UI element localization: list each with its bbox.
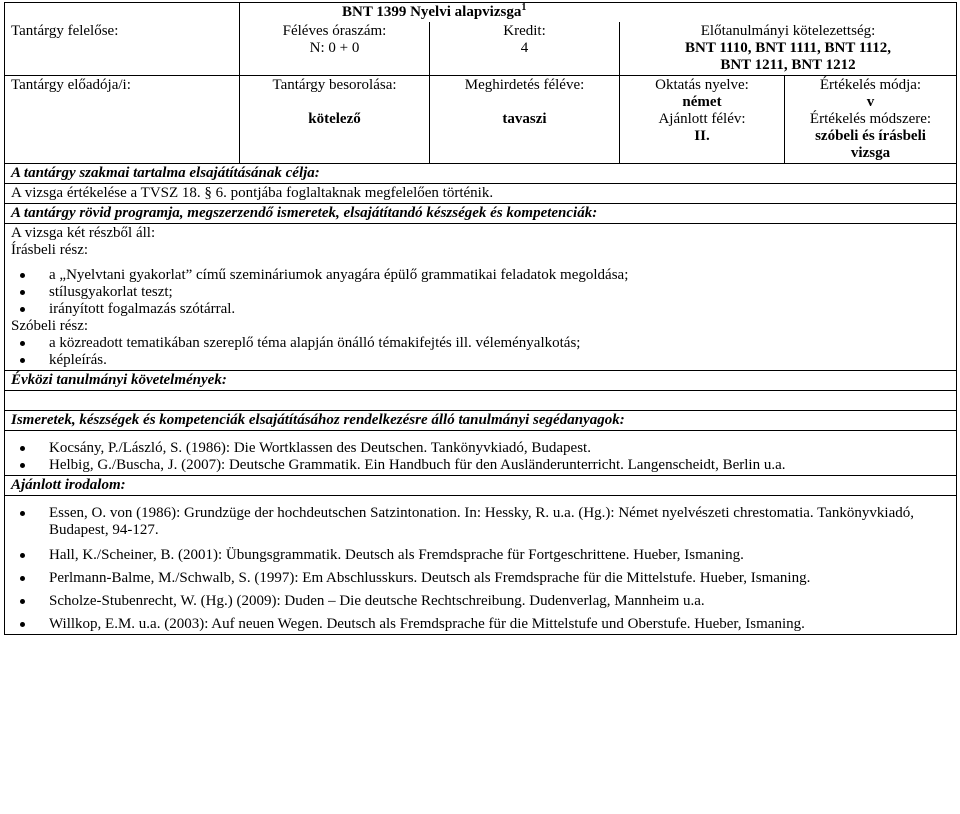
course-title-text: BNT 1399 Nyelvi alapvizsga bbox=[342, 4, 522, 20]
eval-method-value-1: szóbeli és írásbeli bbox=[815, 128, 926, 144]
eval-mode-label: Értékelés módja: bbox=[819, 77, 922, 93]
literature-list bbox=[11, 505, 950, 633]
category-cell bbox=[240, 76, 430, 164]
responsible-label: Tantárgy felelőse: bbox=[11, 23, 119, 39]
list-item: a „Nyelvtani gyakorlat” című szemináriumok anyagára épülő grammatikai feladatok megoldása; bbox=[11, 267, 950, 284]
list-item: Scholze-Stubenrecht, W. (Hg.) (2009): Duden – Die deutsche Rechtschreibung. Dudenverlag, Mannheim u.a. bbox=[11, 593, 950, 610]
credit-label: Kredit: bbox=[503, 23, 546, 39]
goal-text-row bbox=[5, 184, 957, 204]
title-row bbox=[5, 3, 957, 23]
language-label: Oktatás nyelve: bbox=[655, 77, 749, 93]
list-item: Helbig, G./Buscha, J. (2007): Deutsche Grammatik. Ein Handbuch für den Ausländerunterricht. Langenscheidt, Berlin u.a. bbox=[11, 457, 950, 474]
requirements-heading: Évközi tanulmányi követelmények: bbox=[5, 371, 957, 391]
materials-heading-row bbox=[5, 411, 957, 431]
prereq-cell bbox=[620, 22, 957, 76]
list-item: képleírás. bbox=[11, 352, 950, 369]
literature-heading-row bbox=[5, 476, 957, 496]
bullet-icon bbox=[20, 463, 25, 468]
bullet-icon bbox=[20, 553, 25, 558]
literature-body bbox=[5, 496, 957, 635]
list-item: Perlmann-Balme, M./Schwalb, S. (1997): Em Abschlusskurs. Deutsch als Fremdsprache für die Mittelstufe. Hueber, Ismaning. bbox=[11, 570, 950, 587]
list-item: Hall, K./Scheiner, B. (2001): Übungsgrammatik. Deutsch als Fremdsprache für Fortgeschrittene. Hueber, Ismaning. bbox=[11, 547, 950, 564]
list-item: Essen, O. von (1986): Grundzüge der hochdeutschen Satzintonation. In: Hessky, R. u.a. (Hg.): Német nyelvészeti chrestomatia. Tankönyvkiadó, Budapest, 94-127. bbox=[11, 505, 950, 539]
oral-label: Szóbeli rész: bbox=[11, 318, 89, 334]
evaluation-cell bbox=[785, 76, 957, 164]
title-left-empty bbox=[5, 3, 240, 23]
course-title bbox=[240, 3, 957, 23]
hours-value: N: 0 + 0 bbox=[309, 40, 360, 56]
language-cell bbox=[620, 76, 785, 164]
bullet-icon bbox=[20, 307, 25, 312]
language-value: német bbox=[682, 94, 722, 110]
goal-heading: A tantárgy szakmai tartalma elsajátításának célja: bbox=[5, 164, 957, 184]
goal-heading-row bbox=[5, 164, 957, 184]
list-item: stílusgyakorlat teszt; bbox=[11, 284, 950, 301]
written-label: Írásbeli rész: bbox=[11, 242, 89, 258]
bullet-icon bbox=[20, 446, 25, 451]
oral-list bbox=[11, 335, 950, 369]
goal-text: A vizsga értékelése a TVSZ 18. § 6. pontjába foglaltaknak megfelelően történik. bbox=[5, 184, 957, 204]
bullet-icon bbox=[20, 622, 25, 627]
bullet-icon bbox=[20, 341, 25, 346]
eval-method-value-2: vizsga bbox=[850, 145, 891, 161]
requirements-body bbox=[5, 391, 957, 411]
requirements-body-row bbox=[5, 391, 957, 411]
written-list bbox=[11, 267, 950, 318]
course-sheet-table bbox=[4, 2, 957, 635]
program-intro: A vizsga két részből áll: bbox=[11, 225, 156, 241]
bullet-icon bbox=[20, 273, 25, 278]
course-title-footnote: 1 bbox=[521, 2, 527, 13]
program-body-row bbox=[5, 224, 957, 371]
eval-method-label: Értékelés módszere: bbox=[809, 111, 932, 127]
bullet-icon bbox=[20, 511, 25, 516]
header-row-1 bbox=[5, 22, 957, 76]
literature-body-row bbox=[5, 496, 957, 635]
hours-label: Féléves óraszám: bbox=[282, 23, 387, 39]
recommended-label: Ajánlott félév: bbox=[658, 111, 746, 127]
list-item: irányított fogalmazás szótárral. bbox=[11, 301, 950, 318]
materials-heading: Ismeretek, készségek és kompetenciák elsajátításához rendelkezésre álló tanulmányi segédanyagok: bbox=[5, 411, 957, 431]
prereq-value-2: BNT 1211, BNT 1212 bbox=[720, 57, 856, 73]
lecturer-label: Tantárgy előadója/i: bbox=[11, 77, 131, 93]
bullet-icon bbox=[20, 290, 25, 295]
list-item: a közreadott tematikában szereplő téma alapján önálló témakifejtés ill. véleményalkotás; bbox=[11, 335, 950, 352]
bullet-icon bbox=[20, 358, 25, 363]
semester-cell bbox=[430, 76, 620, 164]
program-heading: A tantárgy rövid programja, megszerzendő ismeretek, elsajátítandó készségek és kompetenciák: bbox=[5, 204, 957, 224]
recommended-value: II. bbox=[694, 128, 710, 144]
eval-mode-value: v bbox=[866, 94, 875, 110]
literature-heading: Ajánlott irodalom: bbox=[5, 476, 957, 496]
hours-cell bbox=[240, 22, 430, 76]
requirements-heading-row bbox=[5, 371, 957, 391]
materials-body-row bbox=[5, 431, 957, 476]
lecturer-cell bbox=[5, 76, 240, 164]
header-row-2 bbox=[5, 76, 957, 164]
category-value: kötelező bbox=[308, 111, 361, 127]
credit-cell bbox=[430, 22, 620, 76]
prereq-label: Előtanulmányi kötelezettség: bbox=[700, 23, 876, 39]
category-label: Tantárgy besorolása: bbox=[272, 77, 397, 93]
responsible-cell bbox=[5, 22, 240, 76]
prereq-value-1: BNT 1110, BNT 1111, BNT 1112, bbox=[685, 40, 891, 56]
semester-value: tavaszi bbox=[502, 111, 547, 127]
program-heading-row bbox=[5, 204, 957, 224]
bullet-icon bbox=[20, 576, 25, 581]
semester-label: Meghirdetés féléve: bbox=[464, 77, 585, 93]
materials-body bbox=[5, 431, 957, 476]
materials-list bbox=[11, 440, 950, 474]
bullet-icon bbox=[20, 599, 25, 604]
list-item: Willkop, E.M. u.a. (2003): Auf neuen Wegen. Deutsch als Fremdsprache für die Mittelstufe und Oberstufe. Hueber, Ismaning. bbox=[11, 616, 950, 633]
credit-value: 4 bbox=[520, 40, 529, 56]
list-item: Kocsány, P./László, S. (1986): Die Wortklassen des Deutschen. Tankönyvkiadó, Budapest. bbox=[11, 440, 950, 457]
program-body bbox=[5, 224, 957, 371]
